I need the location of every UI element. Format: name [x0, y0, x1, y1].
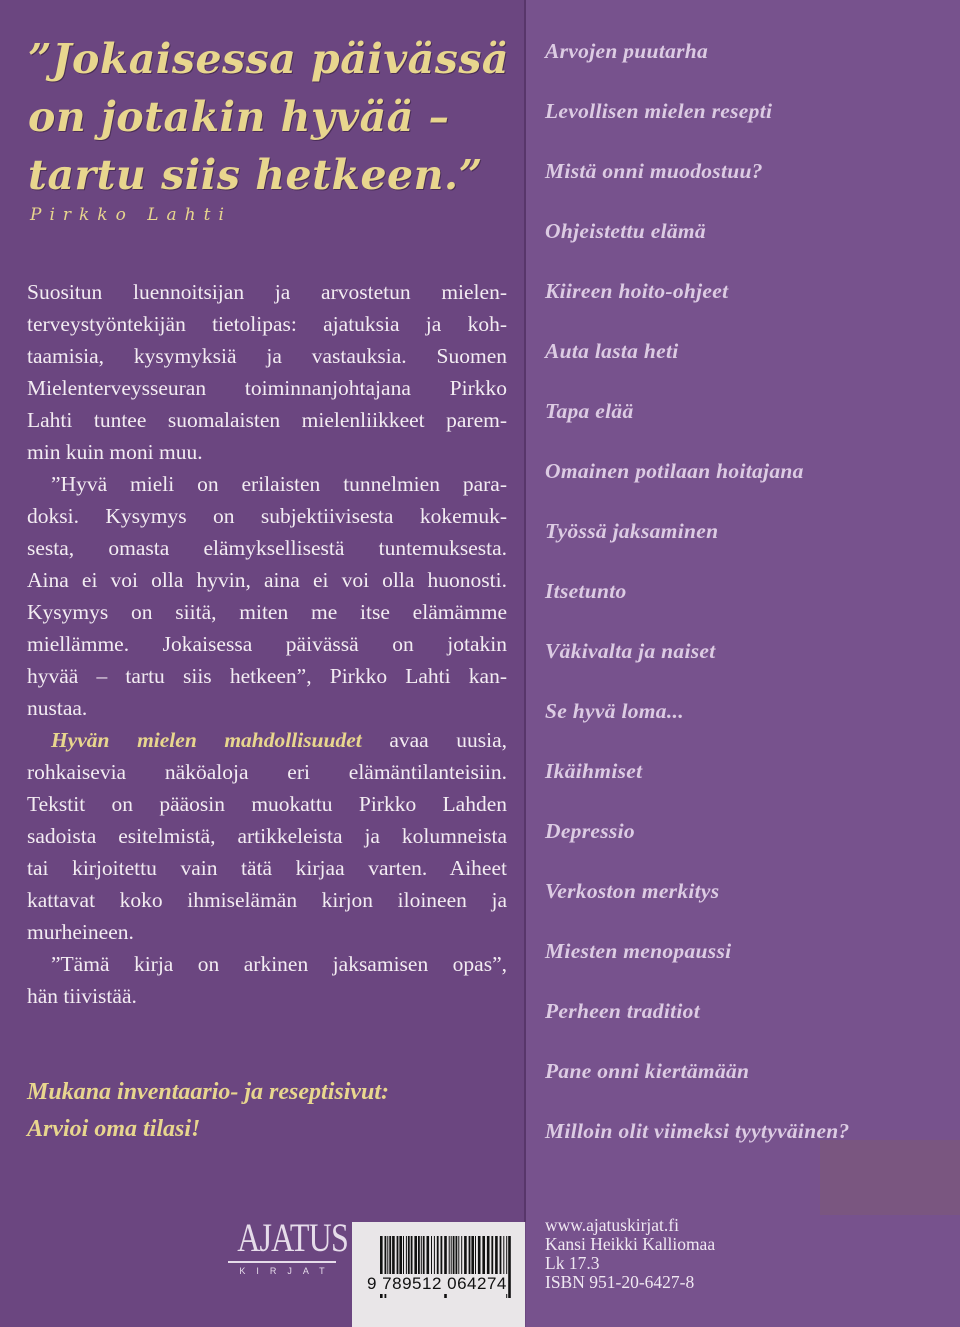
text-line: min kuin moni muu. [27, 440, 203, 464]
promo-line: Mukana inventaario- ja reseptisivut: [27, 1079, 390, 1105]
text-line: nustaa. [27, 696, 88, 720]
publisher-sub: KIRJAT [239, 1266, 336, 1276]
text-line: ”Tämä kirja on arkinen jaksamisen opas”, [51, 952, 507, 976]
quote-line: ”Jokaisessa päivässä [28, 35, 509, 83]
book-title: Hyvän mielen mahdollisuudet [51, 728, 362, 752]
website: www.ajatuskirjat.fi [545, 1215, 679, 1235]
text-line: doksi. Kysymys on subjektiivisesta kokemuk- [27, 504, 507, 528]
contents-item: Miesten menopaussi [545, 939, 732, 963]
text-line: miellämme. Jokaisessa päivässä on jotakin [27, 632, 507, 656]
contents-item: Omainen potilaan hoitajana [545, 459, 804, 483]
barcode-bar [508, 1236, 511, 1298]
contents-item: Arvojen puutarha [545, 39, 709, 63]
blurb-text [27, 276, 507, 1012]
text-line [27, 724, 507, 756]
contents-item: Levollisen mielen resepti [545, 99, 773, 123]
library-class: Lk 17.3 [545, 1253, 600, 1273]
contents-list [545, 34, 850, 1174]
promo-text [27, 1074, 389, 1148]
isbn: ISBN 951-20-6427-8 [545, 1272, 695, 1292]
quote-author: Pirkko Lahti [30, 205, 232, 225]
contents-item: Työssä jaksaminen [545, 519, 719, 543]
text-line: hyvää – tartu siis hetkeen”, Pirkko Lahti kan- [27, 664, 507, 688]
text-line: kattavat koko ihmiselämän kirjon iloineen ja [27, 888, 507, 912]
quote-line: tartu siis hetkeen.” [28, 151, 483, 199]
text-line: Kysymys on siitä, miten me itse elämämme [27, 600, 507, 624]
contents-item: Ohjeistettu elämä [545, 219, 706, 243]
barcode-number: 9 789512 064274 [367, 1274, 507, 1293]
contents-item: Itsetunto [545, 579, 627, 603]
contents-item: Se hyvä loma... [545, 699, 684, 723]
text-line: sesta, omasta elämyksellisestä tuntemuksesta. [27, 536, 507, 560]
contents-item: Milloin olit viimeksi tyytyväinen? [545, 1119, 850, 1143]
contents-item: Auta lasta heti [545, 339, 679, 363]
logo-rule [228, 1261, 336, 1263]
publisher-logo [226, 1215, 348, 1276]
contents-item: Perheen traditiot [545, 999, 701, 1023]
text-line: rohkaisevia näköaloja eri elämäntilanteisiin. [27, 760, 507, 784]
text-line: Lahti tuntee suomalaisten mielenliikkeet parem- [27, 408, 507, 432]
text-line: Tekstit on pääosin muokattu Pirkko Lahden [27, 792, 507, 816]
contents-item: Väkivalta ja naiset [545, 639, 716, 663]
isbn-barcode [352, 1222, 525, 1327]
text-line: hän tiivistää. [27, 984, 137, 1008]
contents-item: Verkoston merkitys [545, 879, 720, 903]
contents-item: Kiireen hoito-ohjeet [545, 279, 729, 303]
text-line: ”Hyvä mieli on erilaisten tunnelmien para- [51, 472, 507, 496]
contents-item: Pane onni kiertämään [545, 1059, 750, 1083]
quote-line: on jotakin hyvää – [28, 93, 450, 141]
contents-item: Ikäihmiset [545, 759, 643, 783]
text-line: tai kirjoitettu vain tätä kirjaa varten. Aiheet [27, 856, 507, 880]
text-line: terveystyöntekijän tietolipas: ajatuksia ja koh- [27, 312, 507, 336]
promo-line: Arvioi oma tilasi! [27, 1116, 201, 1142]
headline-quote [28, 30, 518, 204]
contents-item: Mistä onni muodostuu? [545, 159, 763, 183]
text-line: taamisia, kysymyksiä ja vastauksia. Suomen [27, 344, 507, 368]
text-line: Mielenterveysseuran toiminnanjohtajana Pirkko [27, 376, 507, 400]
publication-info [545, 1216, 715, 1292]
text-line: murheineen. [27, 920, 134, 944]
contents-item: Depressio [545, 819, 635, 843]
cover-credit: Kansi Heikki Kalliomaa [545, 1234, 716, 1254]
text-line: sadoista esitelmistä, artikkeleista ja kolumneista [27, 824, 507, 848]
text-line: Suositun luennoitsijan ja arvostetun mielen- [27, 280, 507, 304]
contents-item: Tapa elää [545, 399, 634, 423]
text-line: Aina ei voi olla hyvin, aina ei voi olla huonosti. [27, 568, 507, 592]
panel-divider [524, 0, 526, 1222]
text-fragment: avaa uusia, [389, 728, 508, 752]
publisher-name: AJATUS [237, 1215, 348, 1260]
